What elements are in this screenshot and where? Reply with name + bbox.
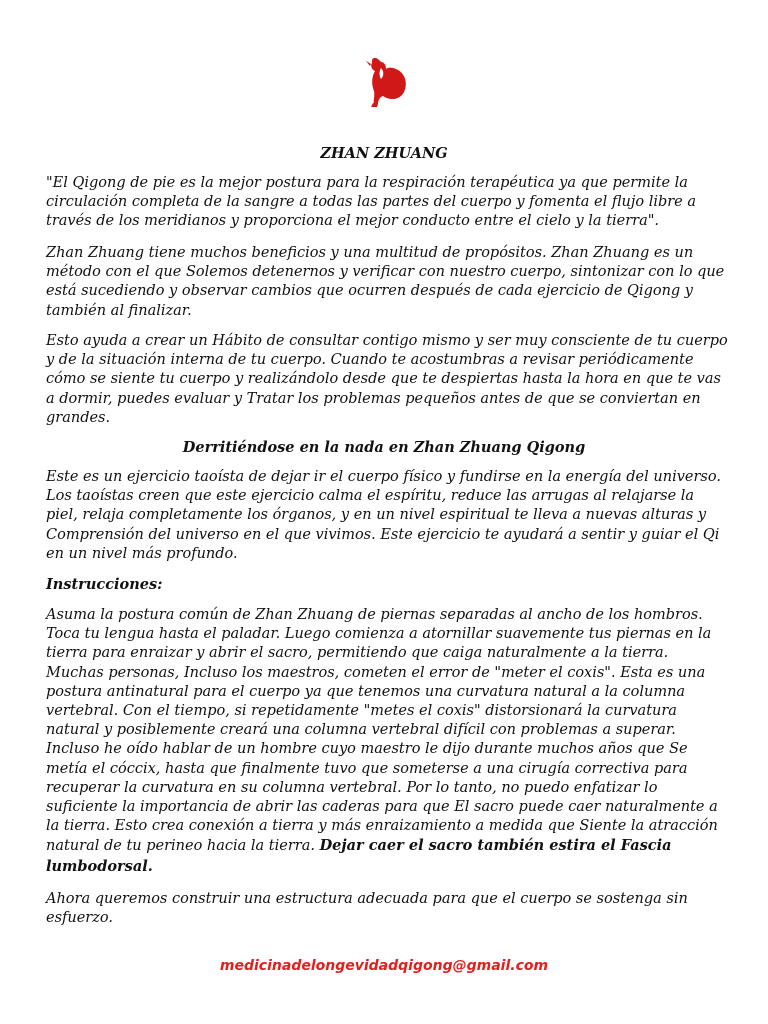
footer-email-link[interactable]: medicinadelongevidadqigong@gmail.com [219,958,549,974]
structure-paragraph: Ahora queremos construir una estructura adecuada para que el cuerpo se sostenga sin esfuerzo. [46,891,688,927]
instructions-bold-text: Dejar caer el sacro también estira el Fascia lumbodorsal. [46,837,672,875]
benefits-paragraph: Zhan Zhuang tiene muchos beneficios y una multitud de propósitos. Zhan Zhuang es un método con el que Solemos detenernos y verificar con nuestro cuerpo, sintonizar con lo que está sucediendo y observar cambios que ocurren después de cada ejercicio de Qigong y también al finalizar. [46,245,725,319]
instructions-heading: Instrucciones: [46,576,163,593]
intro-quote-paragraph: "El Qigong de pie es la mejor postura para la respiración terapéutica ya que permite la circulación completa de la sangre a todas las partes del cuerpo y fomenta el flujo libre a través de los meridianos y proporciona el mejor conducto entre el cielo y la tierra". [46,175,697,230]
section-subheading: Derritiéndose en la nada en Zhan Zhuang Qigong [182,439,586,456]
dragon-seal-icon [362,54,408,110]
instructions-paragraph [46,606,730,877]
taoist-exercise-paragraph: Este es un ejercicio taoísta de dejar ir el cuerpo físico y fundirse en la energía del universo. Los taoístas creen que este ejercicio calma el espíritu, reduce las arrugas al relajarse la piel, relaja completamente los órganos, y en un nivel espiritual te lleva a nuevas alturas y Comprensión del universo en el que vivimos. Este ejercicio te ayudará a sentir y guiar el Qi en un nivel más profundo. [46,469,721,562]
document-title: ZHAN ZHUANG [320,145,448,162]
habit-paragraph: Esto ayuda a crear un Hábito de consultar contigo mismo y ser muy consciente de tu cuerpo y de la situación interna de tu cuerpo. Cuando te acostumbras a revisar periódicamente cómo se siente tu cuerpo y realizándolo desde que te despiertas hasta la hora en que te vas a dormir, puedes evaluar y Tratar los problemas pequeños antes de que se conviertan en grandes. [46,333,728,426]
instructions-text: Asuma la postura común de Zhan Zhuang de piernas separadas al ancho de los hombros. Toca tu lengua hasta el paladar. Luego comienza a atornillar suavemente tus piernas en la tierra para enraizar y abrir el sacro, permitiendo que caiga naturalmente a la tierra. Muchas personas, Incluso los maestros, cometen el error de "meter el coxis". Esta es una postura antinatural para el cuerpo ya que tenemos una curvatura natural a la columna vertebral. Con el tiempo, si repetidamente "metes el coxis" distorsionará la curvatura natural y posiblemente creará una columna vertebral difícil con problemas a superar. Incluso he oído hablar de un hombre cuyo maestro le dijo durante muchos años que Se metía el cóccix, hasta que finalmente tuvo que someterse a una cirugía correctiva para recuperar la curvatura en su columna vertebral. Por lo tanto, no puedo enfatizar lo suficiente la importancia de abrir las caderas para que El sacro puede caer naturalmente a la tierra. Esto crea conexión a tierra y más enraizamiento a medida que Siente la atracción natural de tu perineo hacia la tierra. [46,607,718,855]
